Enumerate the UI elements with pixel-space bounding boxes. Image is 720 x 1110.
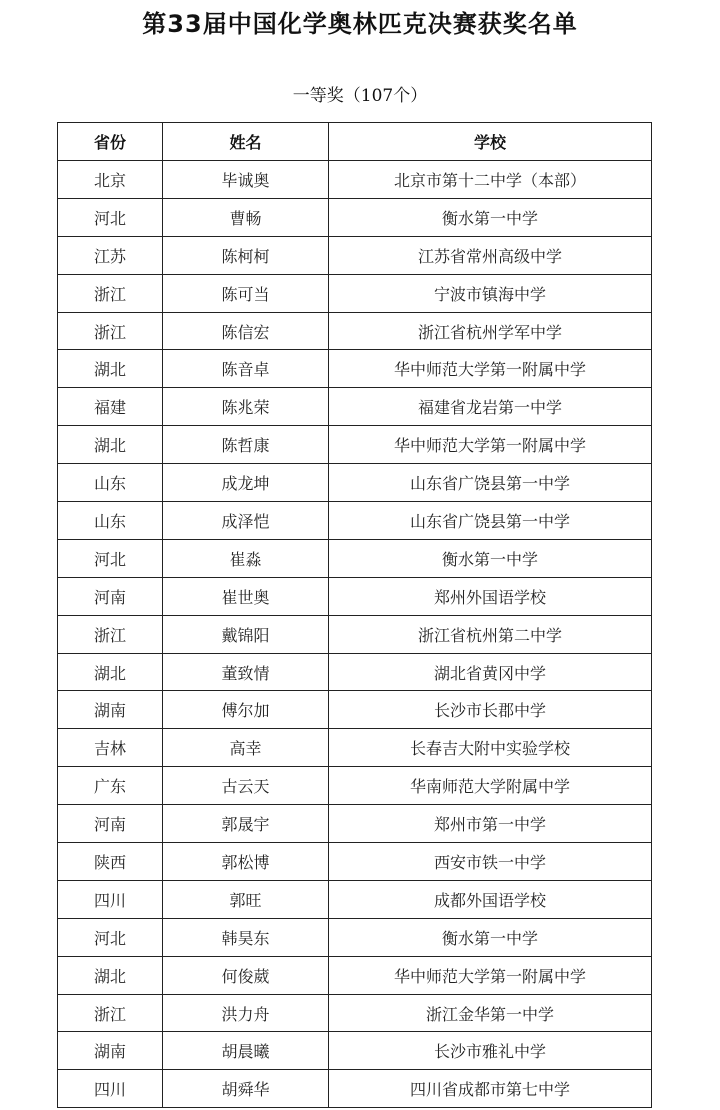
table-row [58,1070,652,1108]
cell-name: 洪力舟 [163,994,329,1032]
cell-name: 郭晟宇 [163,805,329,843]
cell-school: 衡水第一中学 [329,539,652,577]
table-row [58,464,652,502]
cell-province: 河南 [58,805,163,843]
table-row [58,161,652,199]
cell-school: 四川省成都市第七中学 [329,1070,652,1108]
header-school: 学校 [329,123,652,161]
page-title: 第33届中国化学奥林匹克决赛获奖名单 [142,10,578,38]
cell-name: 傅尔加 [163,691,329,729]
cell-school: 华中师范大学第一附属中学 [329,350,652,388]
cell-school: 浙江省杭州学军中学 [329,312,652,350]
cell-school: 北京市第十二中学（本部） [329,161,652,199]
cell-province: 河北 [58,539,163,577]
cell-school: 西安市铁一中学 [329,843,652,881]
cell-name: 成龙坤 [163,464,329,502]
table-row [58,956,652,994]
table-row [58,312,652,350]
table-row [58,388,652,426]
cell-province: 湖北 [58,426,163,464]
award-table [57,122,652,1108]
cell-province: 吉林 [58,729,163,767]
cell-province: 浙江 [58,312,163,350]
cell-name: 成泽恺 [163,502,329,540]
table-row [58,502,652,540]
table-row [58,918,652,956]
table-row [58,615,652,653]
table-row [58,274,652,312]
cell-province: 陕西 [58,843,163,881]
cell-province: 北京 [58,161,163,199]
header-row [58,123,652,161]
cell-province: 浙江 [58,615,163,653]
cell-province: 广东 [58,767,163,805]
cell-school: 华南师范大学附属中学 [329,767,652,805]
table-body [58,161,652,1108]
cell-name: 高幸 [163,729,329,767]
cell-school: 山东省广饶县第一中学 [329,502,652,540]
table-row [58,805,652,843]
cell-school: 华中师范大学第一附属中学 [329,956,652,994]
cell-province: 浙江 [58,274,163,312]
cell-school: 浙江金华第一中学 [329,994,652,1032]
cell-school: 湖北省黄冈中学 [329,653,652,691]
cell-school: 江苏省常州高级中学 [329,236,652,274]
table-row [58,729,652,767]
table-row [58,577,652,615]
table-row [58,236,652,274]
table-row [58,843,652,881]
cell-name: 陈音卓 [163,350,329,388]
cell-name: 陈柯柯 [163,236,329,274]
cell-name: 郭旺 [163,880,329,918]
table-row [58,767,652,805]
table-row [58,198,652,236]
cell-province: 湖北 [58,956,163,994]
header-province: 省份 [58,123,163,161]
section-heading: 一等奖（107个） [292,86,428,106]
table-row [58,653,652,691]
cell-name: 曹畅 [163,198,329,236]
cell-province: 福建 [58,388,163,426]
table-row [58,1032,652,1070]
cell-school: 长沙市长郡中学 [329,691,652,729]
cell-school: 郑州外国语学校 [329,577,652,615]
table-row [58,880,652,918]
table-row [58,994,652,1032]
cell-name: 崔淼 [163,539,329,577]
cell-name: 陈可当 [163,274,329,312]
cell-school: 宁波市镇海中学 [329,274,652,312]
cell-name: 郭松博 [163,843,329,881]
table-row [58,539,652,577]
cell-school: 福建省龙岩第一中学 [329,388,652,426]
cell-province: 四川 [58,1070,163,1108]
cell-province: 四川 [58,880,163,918]
cell-name: 毕诚奥 [163,161,329,199]
cell-school: 浙江省杭州第二中学 [329,615,652,653]
table-row [58,426,652,464]
cell-name: 陈哲康 [163,426,329,464]
cell-school: 成都外国语学校 [329,880,652,918]
cell-name: 胡舜华 [163,1070,329,1108]
header-name: 姓名 [163,123,329,161]
cell-school: 长沙市雅礼中学 [329,1032,652,1070]
table-row [58,350,652,388]
cell-name: 崔世奥 [163,577,329,615]
cell-province: 河北 [58,918,163,956]
cell-school: 长春吉大附中实验学校 [329,729,652,767]
table-header [58,123,652,161]
cell-school: 衡水第一中学 [329,918,652,956]
cell-name: 董致情 [163,653,329,691]
cell-province: 湖北 [58,653,163,691]
cell-school: 山东省广饶县第一中学 [329,464,652,502]
cell-province: 江苏 [58,236,163,274]
cell-province: 湖南 [58,691,163,729]
cell-province: 河北 [58,198,163,236]
cell-province: 浙江 [58,994,163,1032]
cell-province: 湖北 [58,350,163,388]
cell-province: 湖南 [58,1032,163,1070]
cell-school: 华中师范大学第一附属中学 [329,426,652,464]
cell-school: 衡水第一中学 [329,198,652,236]
cell-province: 河南 [58,577,163,615]
cell-name: 陈兆荣 [163,388,329,426]
cell-name: 何俊葳 [163,956,329,994]
cell-name: 韩昊东 [163,918,329,956]
cell-name: 戴锦阳 [163,615,329,653]
cell-school: 郑州市第一中学 [329,805,652,843]
cell-province: 山东 [58,502,163,540]
cell-name: 古云天 [163,767,329,805]
cell-province: 山东 [58,464,163,502]
table-row [58,691,652,729]
cell-name: 胡晨曦 [163,1032,329,1070]
cell-name: 陈信宏 [163,312,329,350]
